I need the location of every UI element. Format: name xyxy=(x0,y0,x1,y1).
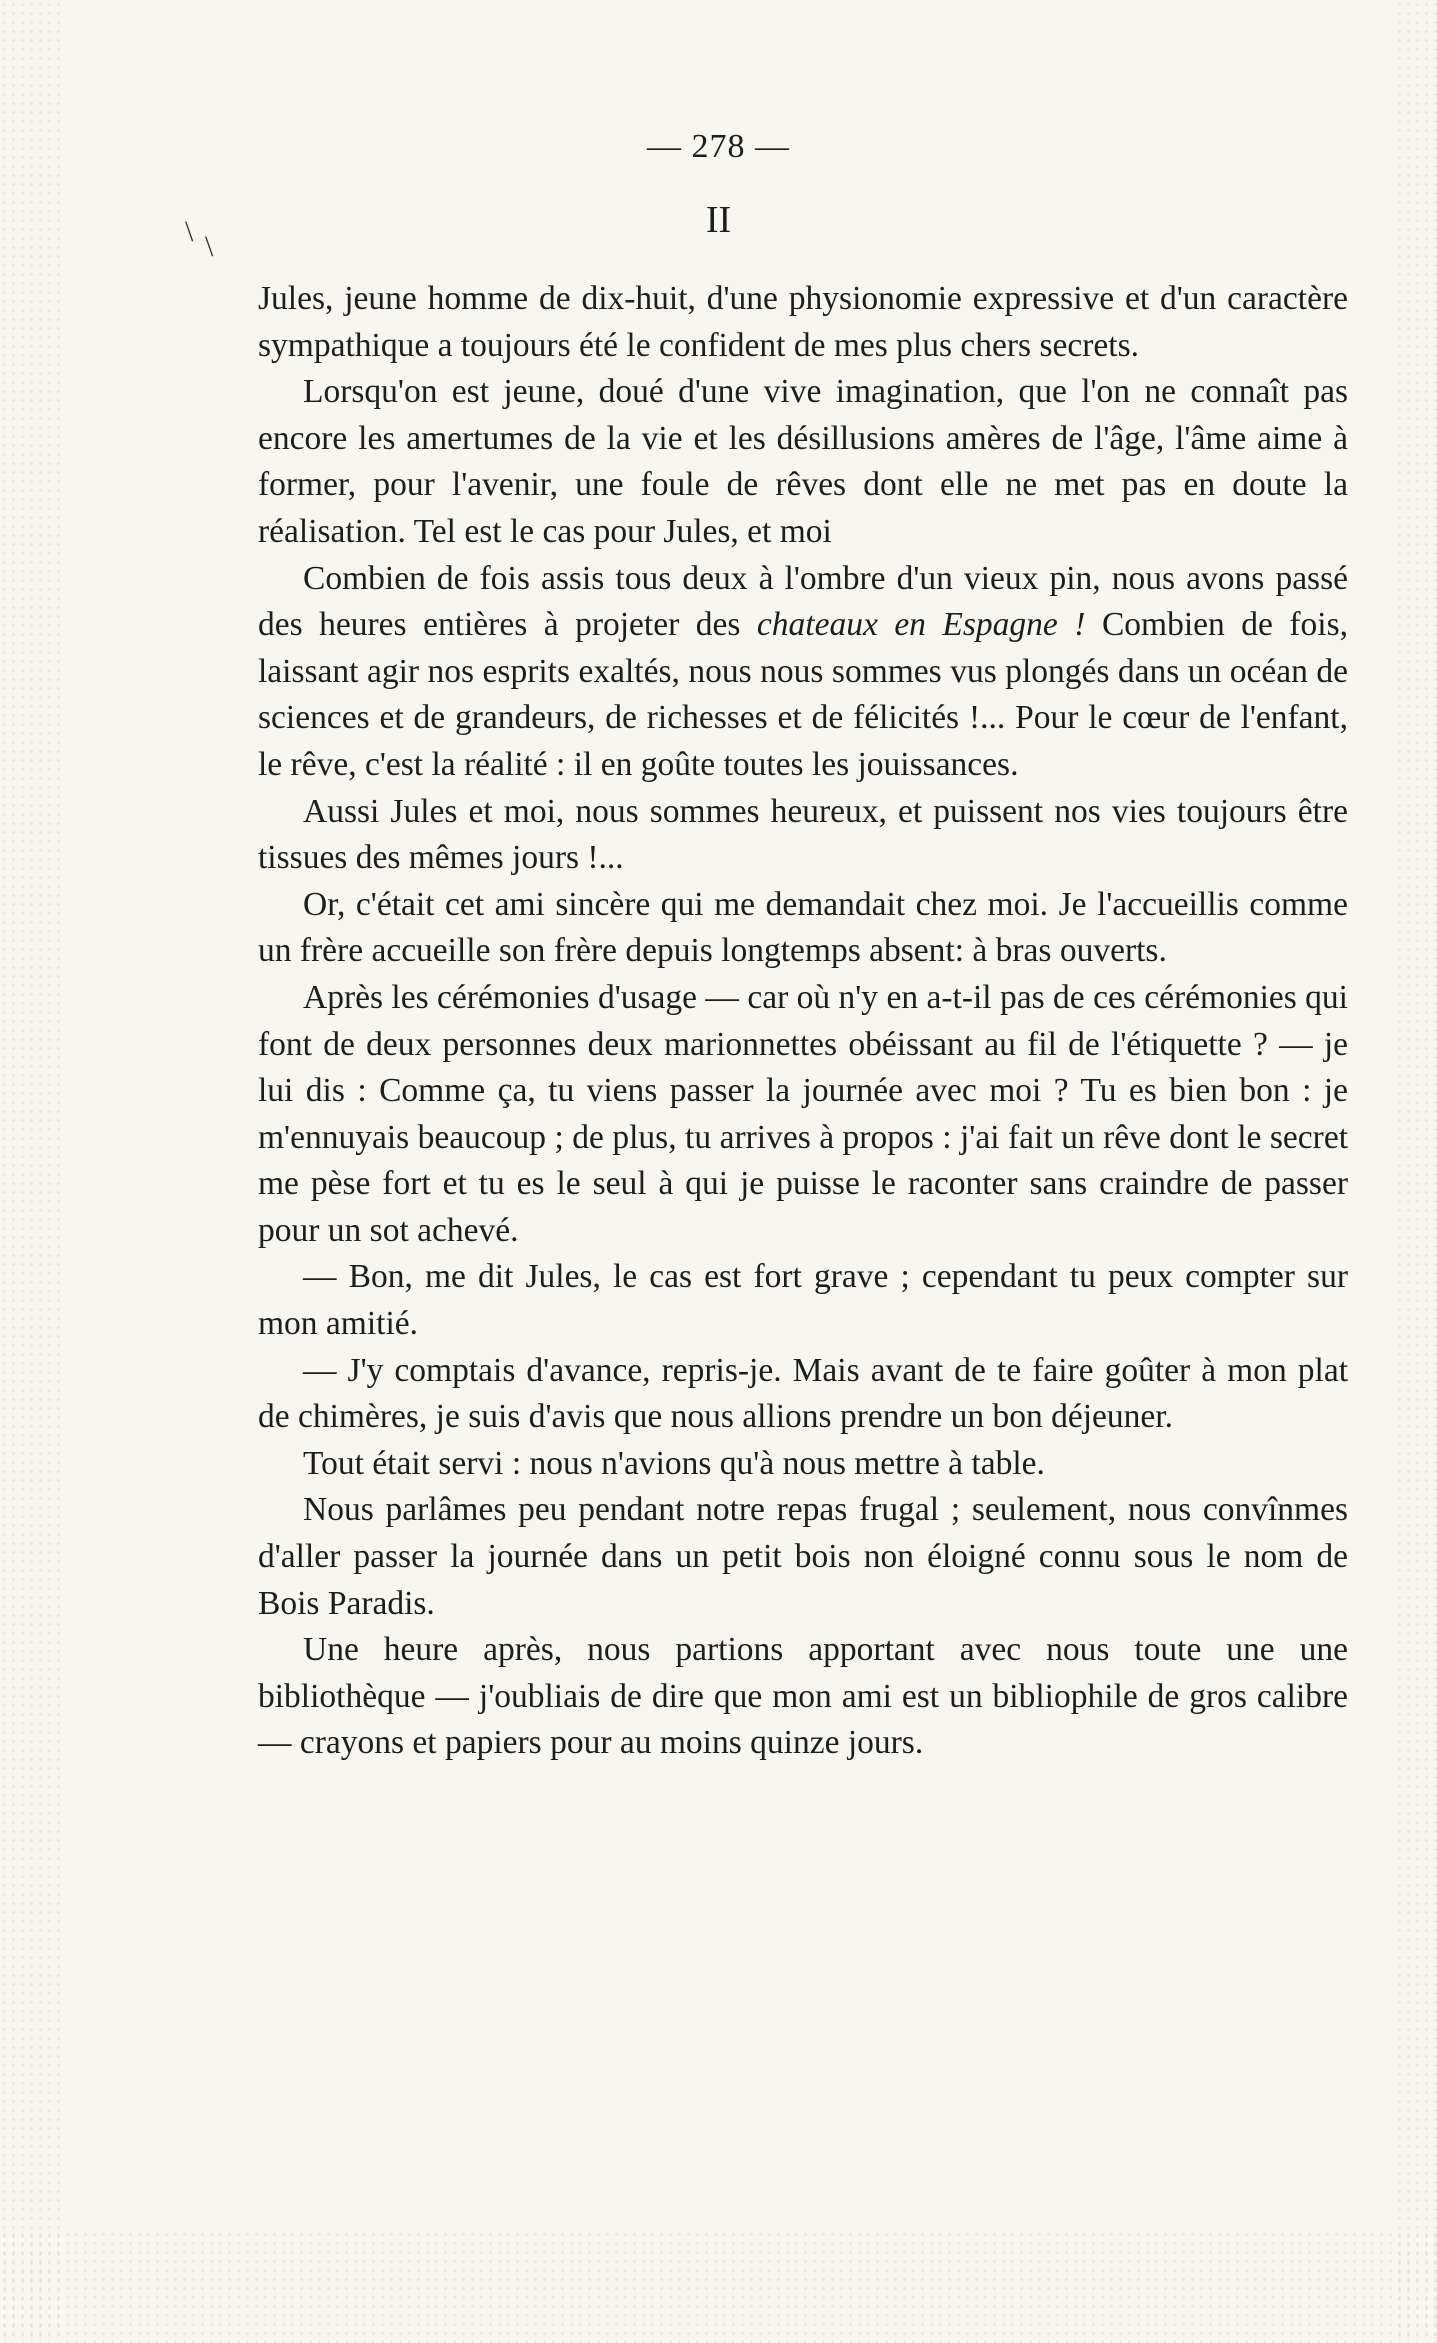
paper-speckle-right xyxy=(1395,0,1437,2343)
margin-mark: \ xyxy=(205,230,214,263)
body-text xyxy=(258,276,1348,1767)
paragraph: Aussi Jules et moi, nous sommes heureux, et puissent nos vies toujours être tissues des mêmes jours !... xyxy=(258,792,1348,877)
paragraph: Après les cérémonies d'usage — car où n'y en a-t-il pas de ces cérémonies qui font de deux personnes deux marionnettes obéissant au fil de l'étiquette ? — je lui dis : Comme ça, tu viens passer la journée avec moi ? Tu es bien bon : je m'ennuyais beaucoup ; de plus, tu arrives à propos : j'ai fait un rêve dont le secret me pèse fort et tu es le seul à qui je puisse le raconter sans craindre de passer pour un sot achevé. xyxy=(258,978,1348,1249)
paragraph: Or, c'était cet ami sincère qui me demandait chez moi. Je l'accueillis comme un frère accueille son frère depuis longtemps absent: à bras ouverts. xyxy=(258,885,1348,970)
paragraph-text: Combien de fois assis tous deux à l'ombre d'un vieux pin, nous avons passé des heures entières à projeter des xyxy=(258,559,1348,644)
chapter-heading: II xyxy=(705,199,732,241)
paragraph: Lorsqu'on est jeune, doué d'une vive imagination, que l'on ne connaît pas encore les amertumes de la vie et les désillusions amères de l'âge, l'âme aime à former, pour l'avenir, une foule de rêves dont elle ne met pas en doute la réalisation. Tel est le cas pour Jules, et moi xyxy=(258,373,1348,550)
paragraph: — J'y comptais d'avance, repris-je. Mais avant de te faire goûter à mon plat de chimères, je suis d'avis que nous allions prendre un bon déjeuner. xyxy=(258,1351,1348,1436)
paragraph: — Bon, me dit Jules, le cas est fort grave ; cependant tu peux compter sur mon amitié. xyxy=(258,1258,1348,1343)
paragraph: Tout était servi : nous n'avions qu'à nous mettre à table. xyxy=(303,1444,1045,1482)
paper-speckle-bottom xyxy=(0,2230,1437,2343)
italic-phrase: chateaux en Espagne ! xyxy=(756,606,1086,644)
paragraph xyxy=(258,556,1348,789)
paper-speckle-left xyxy=(0,0,60,2343)
paragraph-text: Combien de fois, laissant agir nos esprits exaltés, nous nous sommes vus plongés dans un océan de sciences et de grandeurs, de richesses et de félicités !... Pour le cœur de l'enfant, le rêve, c'est la réalité : il en goûte toutes les jouissances. xyxy=(258,606,1349,783)
margin-mark: \ xyxy=(185,215,194,248)
page-number: — 278 — xyxy=(647,128,790,165)
paragraph: Nous parlâmes peu pendant notre repas frugal ; seulement, nous convînmes d'aller passer la journée dans un petit bois non éloigné connu sous le nom de Bois Paradis. xyxy=(258,1491,1348,1622)
paragraph: Une heure après, nous partions apportant avec nous toute une une bibliothèque — j'oubliais de dire que mon ami est un bibliophile de gros calibre — crayons et papiers pour au moins quinze jours. xyxy=(258,1631,1348,1762)
paragraph: Jules, jeune homme de dix-huit, d'une physionomie expressive et d'un caractère sympathique a toujours été le confident de mes plus chers secrets. xyxy=(258,280,1348,364)
